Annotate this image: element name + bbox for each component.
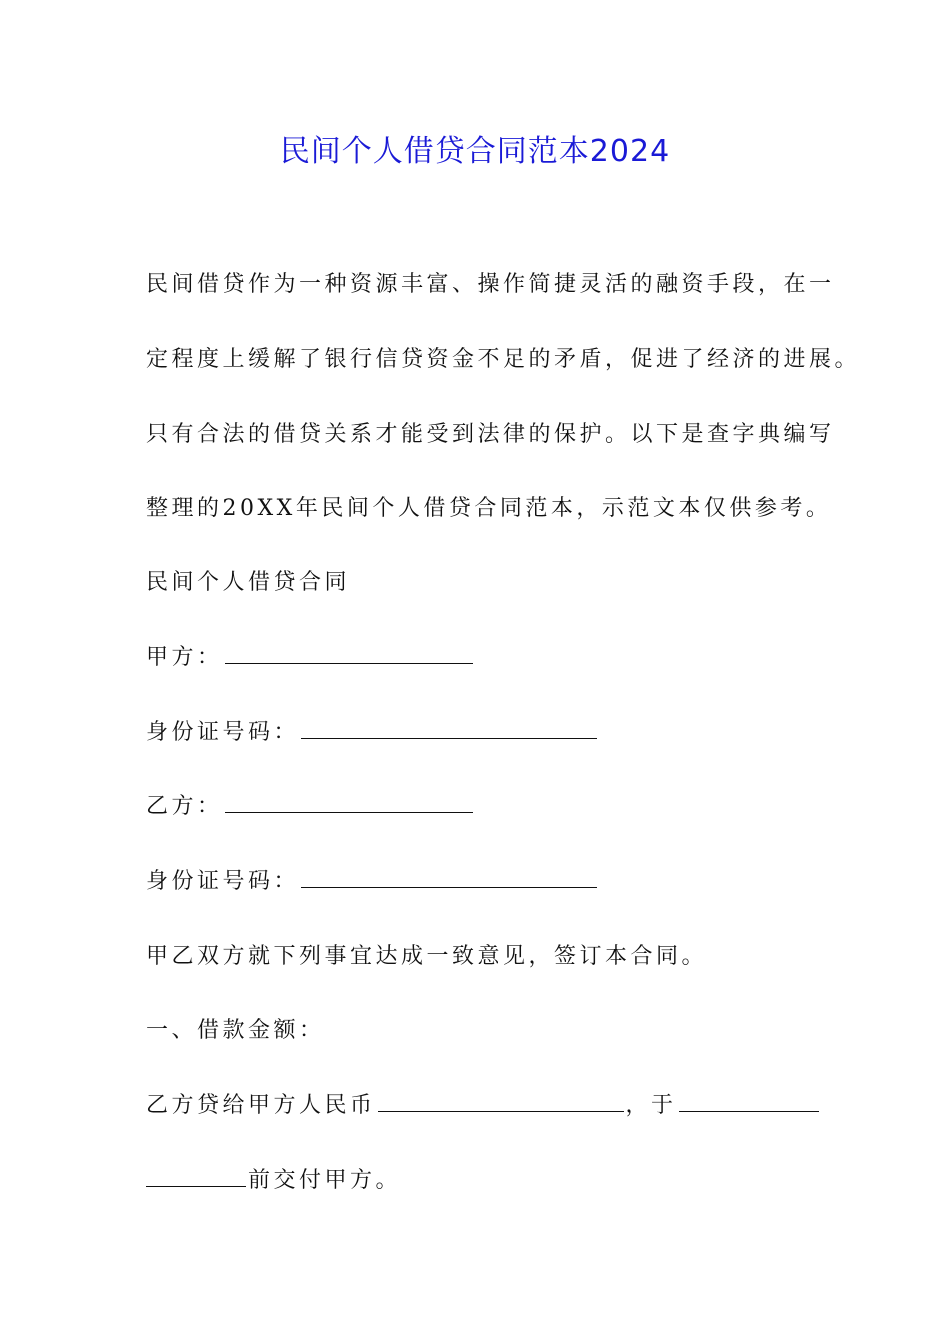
loan-amount-blank	[378, 1091, 624, 1112]
intro-line-3: 只有合法的借贷关系才能受到法律的保护。以下是查字典编写	[146, 422, 835, 447]
id-a-blank	[301, 718, 597, 739]
id-a-row	[146, 718, 599, 748]
section1-heading: 一、借款金额：	[146, 1018, 325, 1043]
agreement-sentence: 甲乙双方就下列事宜达成一致意见，签订本合同。	[146, 944, 708, 969]
party-b-blank	[225, 792, 473, 813]
party-a-label: 甲方：	[146, 645, 223, 670]
loan-row-2	[146, 1166, 401, 1196]
intro-line-2: 定程度上缓解了银行信贷资金不足的矛盾，促进了经济的进展。	[146, 347, 861, 372]
intro-line-1: 民间借贷作为一种资源丰富、操作简捷灵活的融资手段，在一	[146, 272, 835, 297]
loan-mid: ，于	[625, 1093, 677, 1118]
loan-suffix: 前交付甲方。	[248, 1168, 402, 1193]
loan-date-blank-2	[146, 1166, 246, 1187]
id-a-label: 身份证号码：	[146, 720, 300, 745]
id-b-blank	[301, 867, 597, 888]
party-b-row	[146, 792, 475, 822]
id-b-label: 身份证号码：	[146, 869, 300, 894]
contract-heading: 民间个人借贷合同	[146, 570, 351, 595]
loan-date-blank-1	[679, 1091, 819, 1112]
id-b-row	[146, 867, 599, 897]
party-b-label: 乙方：	[146, 794, 223, 819]
party-a-blank	[225, 643, 473, 664]
party-a-row	[146, 643, 475, 673]
loan-prefix: 乙方贷给甲方人民币	[146, 1093, 376, 1118]
loan-row-1	[146, 1091, 821, 1121]
intro-line-4: 整理的20XX年民间个人借贷合同范本，示范文本仅供参考。	[146, 496, 832, 521]
document-title: 民间个人借贷合同范本2024	[279, 134, 671, 169]
